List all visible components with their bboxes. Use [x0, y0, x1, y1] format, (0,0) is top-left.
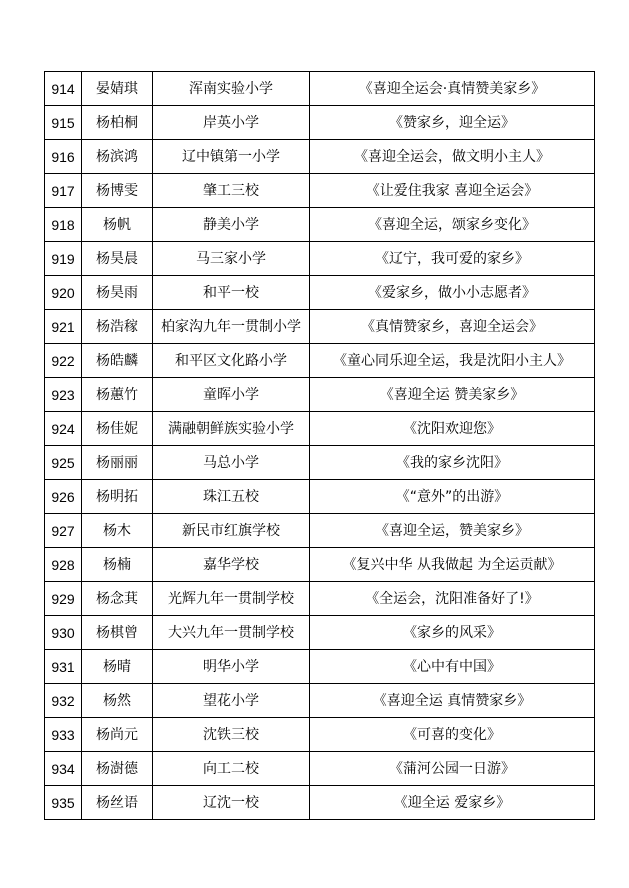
table-row	[45, 412, 595, 446]
school-name-cell: 向工二校	[153, 752, 310, 786]
student-name-cell: 杨晴	[82, 650, 153, 684]
student-name-cell: 杨蕙竹	[82, 378, 153, 412]
table-row	[45, 446, 595, 480]
table-row	[45, 684, 595, 718]
entry-number-cell: 935	[45, 786, 82, 820]
entry-number-cell: 931	[45, 650, 82, 684]
table-row	[45, 276, 595, 310]
table-row	[45, 174, 595, 208]
student-name-cell: 杨浩稼	[82, 310, 153, 344]
student-name-cell: 杨柏桐	[82, 106, 153, 140]
table-row	[45, 752, 595, 786]
table-row	[45, 650, 595, 684]
student-name-cell: 杨皓麟	[82, 344, 153, 378]
student-name-cell: 晏婧琪	[82, 72, 153, 106]
entry-number-cell: 921	[45, 310, 82, 344]
school-name-cell: 肇工三校	[153, 174, 310, 208]
essay-title-cell: 《蒲河公园一日游》	[310, 752, 595, 786]
essay-title-cell: 《真情赞家乡，喜迎全运会》	[310, 310, 595, 344]
essay-title-cell: 《迎全运 爱家乡》	[310, 786, 595, 820]
entry-number-cell: 923	[45, 378, 82, 412]
school-name-cell: 满融朝鲜族实验小学	[153, 412, 310, 446]
student-name-cell: 杨滨鸿	[82, 140, 153, 174]
essay-title-cell: 《家乡的风采》	[310, 616, 595, 650]
essay-title-cell: 《沈阳欢迎您》	[310, 412, 595, 446]
entry-number-cell: 924	[45, 412, 82, 446]
essay-title-cell: 《“意外”的出游》	[310, 480, 595, 514]
school-name-cell: 辽沈一校	[153, 786, 310, 820]
school-name-cell: 辽中镇第一小学	[153, 140, 310, 174]
table-row	[45, 72, 595, 106]
entry-number-cell: 929	[45, 582, 82, 616]
table-row	[45, 378, 595, 412]
table-row	[45, 106, 595, 140]
table-row	[45, 514, 595, 548]
school-name-cell: 沈铁三校	[153, 718, 310, 752]
school-name-cell: 浑南实验小学	[153, 72, 310, 106]
essay-title-cell: 《童心同乐迎全运，我是沈阳小主人》	[310, 344, 595, 378]
essay-title-cell: 《让爱住我家 喜迎全运会》	[310, 174, 595, 208]
entries-table	[44, 71, 595, 820]
student-name-cell: 杨明拓	[82, 480, 153, 514]
essay-title-cell: 《我的家乡沈阳》	[310, 446, 595, 480]
table-row	[45, 616, 595, 650]
table-row	[45, 786, 595, 820]
entry-number-cell: 930	[45, 616, 82, 650]
essay-title-cell: 《辽宁，我可爱的家乡》	[310, 242, 595, 276]
school-name-cell: 和平一校	[153, 276, 310, 310]
school-name-cell: 珠江五校	[153, 480, 310, 514]
entry-number-cell: 914	[45, 72, 82, 106]
entry-number-cell: 928	[45, 548, 82, 582]
student-name-cell: 杨尚元	[82, 718, 153, 752]
table-row	[45, 208, 595, 242]
essay-title-cell: 《喜迎全运，颂家乡变化》	[310, 208, 595, 242]
entry-number-cell: 919	[45, 242, 82, 276]
student-name-cell: 杨昊晨	[82, 242, 153, 276]
school-name-cell: 和平区文化路小学	[153, 344, 310, 378]
student-name-cell: 杨昊雨	[82, 276, 153, 310]
entry-number-cell: 934	[45, 752, 82, 786]
entry-number-cell: 927	[45, 514, 82, 548]
school-name-cell: 静美小学	[153, 208, 310, 242]
school-name-cell: 大兴九年一贯制学校	[153, 616, 310, 650]
student-name-cell: 杨木	[82, 514, 153, 548]
school-name-cell: 马三家小学	[153, 242, 310, 276]
essay-title-cell: 《喜迎全运 赞美家乡》	[310, 378, 595, 412]
entry-number-cell: 922	[45, 344, 82, 378]
table-row	[45, 480, 595, 514]
essay-title-cell: 《喜迎全运，赞美家乡》	[310, 514, 595, 548]
school-name-cell: 岸英小学	[153, 106, 310, 140]
student-name-cell: 杨棋曾	[82, 616, 153, 650]
entry-number-cell: 915	[45, 106, 82, 140]
school-name-cell: 童晖小学	[153, 378, 310, 412]
entry-number-cell: 932	[45, 684, 82, 718]
student-name-cell: 杨帆	[82, 208, 153, 242]
school-name-cell: 光辉九年一贯制学校	[153, 582, 310, 616]
student-name-cell: 杨念萁	[82, 582, 153, 616]
table-row	[45, 344, 595, 378]
essay-title-cell: 《全运会，沈阳准备好了!》	[310, 582, 595, 616]
essay-title-cell: 《复兴中华 从我做起 为全运贡献》	[310, 548, 595, 582]
student-name-cell: 杨丝语	[82, 786, 153, 820]
student-name-cell: 杨佳妮	[82, 412, 153, 446]
school-name-cell: 柏家沟九年一贯制小学	[153, 310, 310, 344]
entry-number-cell: 917	[45, 174, 82, 208]
school-name-cell: 马总小学	[153, 446, 310, 480]
entry-number-cell: 918	[45, 208, 82, 242]
student-name-cell: 杨然	[82, 684, 153, 718]
school-name-cell: 嘉华学校	[153, 548, 310, 582]
essay-title-cell: 《心中有中国》	[310, 650, 595, 684]
school-name-cell: 望花小学	[153, 684, 310, 718]
entry-number-cell: 916	[45, 140, 82, 174]
table-row	[45, 548, 595, 582]
entry-number-cell: 926	[45, 480, 82, 514]
student-name-cell: 杨丽丽	[82, 446, 153, 480]
entry-number-cell: 925	[45, 446, 82, 480]
entry-number-cell: 920	[45, 276, 82, 310]
entries-table-body	[45, 72, 595, 820]
essay-title-cell: 《可喜的变化》	[310, 718, 595, 752]
table-row	[45, 310, 595, 344]
student-name-cell: 杨博雯	[82, 174, 153, 208]
table-row	[45, 140, 595, 174]
student-name-cell: 杨楠	[82, 548, 153, 582]
table-row	[45, 582, 595, 616]
student-name-cell: 杨澍德	[82, 752, 153, 786]
table-row	[45, 718, 595, 752]
school-name-cell: 明华小学	[153, 650, 310, 684]
essay-title-cell: 《喜迎全运会，做文明小主人》	[310, 140, 595, 174]
essay-title-cell: 《爱家乡，做小小志愿者》	[310, 276, 595, 310]
entry-number-cell: 933	[45, 718, 82, 752]
school-name-cell: 新民市红旗学校	[153, 514, 310, 548]
essay-title-cell: 《赞家乡，迎全运》	[310, 106, 595, 140]
essay-title-cell: 《喜迎全运会·真情赞美家乡》	[310, 72, 595, 106]
essay-title-cell: 《喜迎全运 真情赞家乡》	[310, 684, 595, 718]
table-row	[45, 242, 595, 276]
